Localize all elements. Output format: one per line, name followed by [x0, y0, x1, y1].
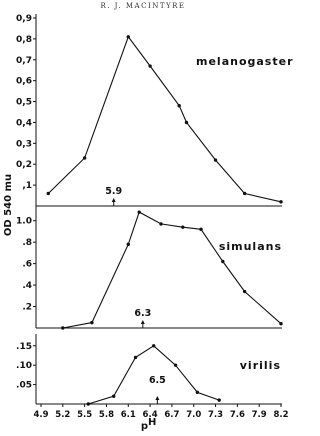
data-point: [137, 210, 140, 213]
x-tick-label: 7.6: [229, 410, 245, 420]
panel-melanogaster: [16, 14, 293, 206]
optimum-arrowhead: [141, 320, 145, 324]
x-tick-label: 6.7: [164, 410, 180, 420]
data-point: [221, 260, 224, 263]
data-point: [47, 192, 50, 195]
series-line-simulans: [63, 212, 281, 328]
data-point: [112, 395, 115, 398]
panel-virilis: [16, 334, 282, 406]
page-header: R. J. MACINTYRE: [100, 2, 186, 10]
data-point: [243, 290, 246, 293]
x-tick-label: 8.2: [273, 410, 289, 420]
optimum-label: 6.5: [148, 375, 166, 386]
data-point: [127, 35, 130, 38]
x-tick-label: 5.8: [98, 410, 114, 420]
y-tick-label: .6: [22, 259, 32, 270]
y-tick-label: 1.0: [16, 216, 32, 227]
y-tick-label: 0,7: [16, 55, 32, 66]
species-label: simulans: [218, 240, 282, 253]
data-point: [152, 344, 155, 347]
x-tick-label: 6.1: [120, 410, 136, 420]
optimum-arrowhead: [155, 396, 159, 400]
data-point: [61, 326, 64, 329]
y-tick-label: 0,6: [16, 76, 32, 87]
data-point: [243, 192, 246, 195]
y-tick-label: 0,5: [16, 97, 32, 108]
data-point: [159, 222, 162, 225]
data-point: [177, 104, 180, 107]
data-point: [87, 402, 90, 405]
data-point: [127, 243, 130, 246]
y-tick-label: .15: [16, 341, 32, 352]
x-tick-label: 4.9: [33, 410, 49, 420]
data-point: [279, 322, 282, 325]
x-axis-title-text: p: [140, 421, 148, 432]
data-point: [199, 228, 202, 231]
data-point: [196, 391, 199, 394]
data-point: [174, 363, 177, 366]
x-axis-title-sub: H: [148, 417, 157, 428]
x-axis: [33, 404, 288, 420]
data-point: [181, 225, 184, 228]
optimum-label: 6.3: [134, 308, 152, 319]
data-point: [83, 156, 86, 159]
x-tick-label: 7.9: [251, 410, 267, 420]
y-tick-label: 0,3: [16, 139, 32, 150]
optimum-arrowhead: [112, 198, 116, 202]
y-tick-label: .4: [22, 281, 32, 292]
species-label: virilis: [239, 359, 281, 372]
data-point: [148, 64, 151, 67]
data-point: [217, 398, 220, 401]
y-tick-label: .8: [22, 238, 32, 249]
data-point: [134, 356, 137, 359]
species-label: melanogaster: [196, 55, 294, 68]
y-tick-label: ,1: [22, 181, 32, 192]
x-tick-label: 5.5: [77, 410, 93, 420]
x-tick-label: 7.3: [208, 410, 224, 420]
data-point: [279, 200, 282, 203]
y-tick-label: .2: [22, 302, 32, 313]
data-point: [214, 158, 217, 161]
y-tick-label: 0,9: [16, 14, 32, 24]
x-tick-label: 6.4: [142, 410, 158, 420]
y-axis-title: OD 540 mu: [3, 173, 14, 237]
y-tick-label: 0,8: [16, 34, 32, 45]
x-tick-label: 5.2: [55, 410, 71, 420]
data-point: [185, 121, 188, 124]
y-tick-label: .05: [16, 380, 32, 391]
y-tick-label: 0,2: [16, 160, 32, 171]
x-tick-label: 7.0: [186, 410, 202, 420]
y-tick-label: .10: [16, 361, 32, 372]
panel-simulans: [16, 206, 283, 330]
optimum-label: 5.9: [105, 186, 123, 197]
data-point: [90, 321, 93, 324]
y-tick-label: 0,4: [16, 118, 32, 129]
